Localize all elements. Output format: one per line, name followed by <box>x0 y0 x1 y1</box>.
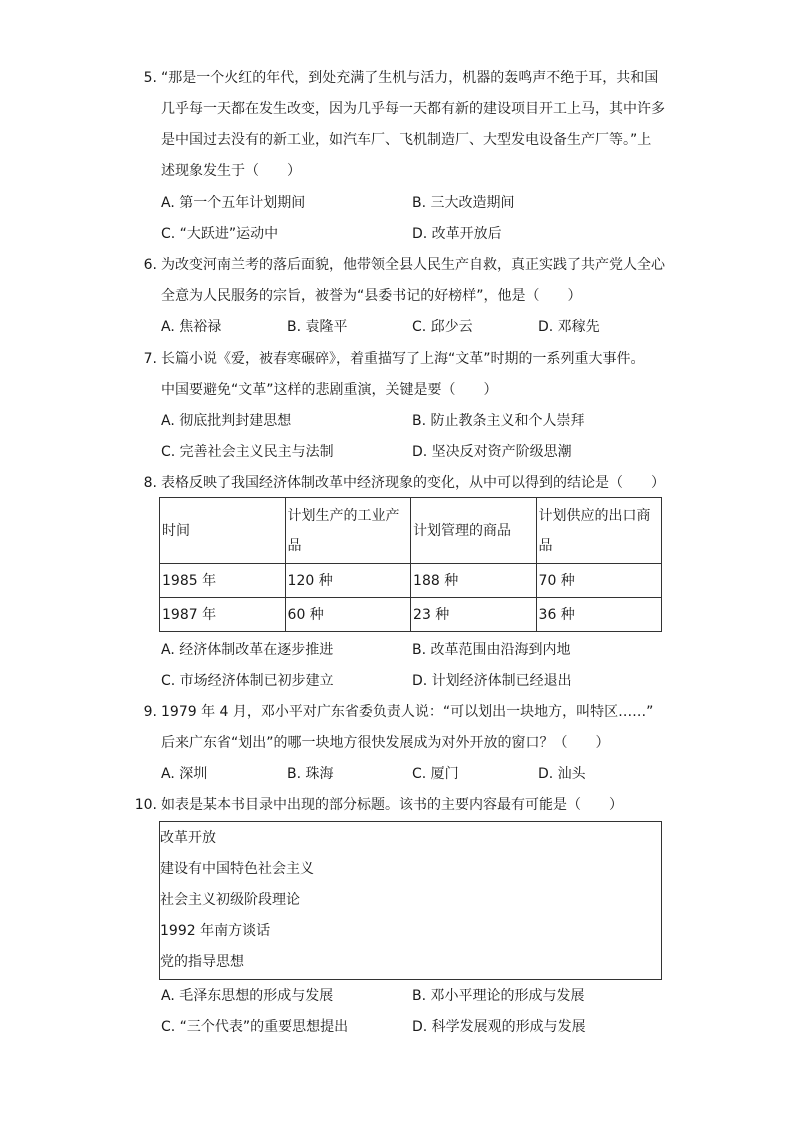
question-number: 9. <box>143 704 157 720</box>
table-header-cell: 计划管理的商品 <box>411 498 537 564</box>
option-d: D. 坚决反对资产阶级思潮 <box>412 444 572 460</box>
question-stem-line: 中国要避免“文革”这样的悲剧重演，关键是要（ ） <box>161 382 498 398</box>
question-stem-line: 为改变河南兰考的落后面貌，他带领全县人民生产自救，真正实践了共产党人全心 <box>161 257 665 273</box>
table-header-cell: 时间 <box>160 498 286 564</box>
table-of-contents-box <box>159 821 662 980</box>
option-a: A. 毛泽东思想的形成与发展 <box>161 988 334 1004</box>
contents-item: 党的指导思想 <box>160 954 244 970</box>
contents-item: 改革开放 <box>160 830 216 846</box>
option-c: C. 完善社会主义民主与法制 <box>161 444 334 460</box>
contents-item: 建设有中国特色社会主义 <box>160 861 314 877</box>
option-d: D. 汕头 <box>538 766 586 782</box>
question-stem-line: 如表是某本书目录中出现的部分标题。该书的主要内容最有可能是（ ） <box>161 797 623 813</box>
option-a: A. 深圳 <box>161 766 208 782</box>
question-number: 6. <box>143 257 157 273</box>
question-stem-line: 几乎每一天都在发生改变，因为几乎每一天都有新的建设项目开工上马，其中许多 <box>161 101 665 117</box>
option-b: B. 珠海 <box>287 766 334 782</box>
table-cell: 188 种 <box>411 564 537 598</box>
option-b: B. 防止教条主义和个人崇拜 <box>412 413 585 429</box>
option-a: A. 彻底批判封建思想 <box>161 413 292 429</box>
data-table <box>159 497 662 632</box>
contents-item: 1992 年南方谈话 <box>160 923 271 939</box>
contents-item: 社会主义初级阶段理论 <box>160 892 300 908</box>
table-cell: 1985 年 <box>160 564 286 598</box>
table-cell: 120 种 <box>285 564 411 598</box>
option-d: D. 计划经济体制已经退出 <box>412 673 572 689</box>
option-c: C. 厦门 <box>412 766 459 782</box>
table-header-cell: 计划生产的工业产 品 <box>285 498 411 564</box>
option-b: B. 改革范围由沿海到内地 <box>412 642 571 658</box>
table-header-row <box>160 498 662 564</box>
question-stem-line: 长篇小说《爱，被春寒碾碎》，着重描写了上海“文革”时期的一系列重大事件。 <box>161 351 645 367</box>
table-cell: 36 种 <box>536 598 661 632</box>
question-stem-line: 全意为人民服务的宗旨，被誉为“县委书记的好榜样”，他是（ ） <box>161 288 582 304</box>
option-b: B. 袁隆平 <box>287 319 348 335</box>
option-c: C. “三个代表”的重要思想提出 <box>161 1019 349 1035</box>
question-stem-line: 述现象发生于（ ） <box>161 163 301 179</box>
option-c: C. 市场经济体制已初步建立 <box>161 673 334 689</box>
question-stem-line: 后来广东省“划出”的哪一块地方很快发展成为对外开放的窗口？（ ） <box>161 735 610 751</box>
table-cell: 1987 年 <box>160 598 286 632</box>
option-c: C. “大跃进”运动中 <box>161 226 279 242</box>
option-d: D. 邓稼先 <box>538 319 600 335</box>
table-cell: 70 种 <box>536 564 661 598</box>
question-stem-line: 是中国过去没有的新工业，如汽车厂、飞机制造厂、大型发电设备生产厂等。”上 <box>161 132 652 148</box>
question-stem-line: “那是一个火红的年代，到处充满了生机与活力，机器的轰鸣声不绝于耳，共和国 <box>161 70 659 86</box>
option-b: B. 邓小平理论的形成与发展 <box>412 988 585 1004</box>
option-a: A. 第一个五年计划期间 <box>161 195 306 211</box>
question-number: 5. <box>143 70 157 86</box>
table-row <box>160 598 662 632</box>
option-d: D. 科学发展观的形成与发展 <box>412 1019 586 1035</box>
table-row <box>160 564 662 598</box>
question-number: 7. <box>143 351 157 367</box>
option-c: C. 邱少云 <box>412 319 473 335</box>
table-cell: 23 种 <box>411 598 537 632</box>
option-b: B. 三大改造期间 <box>412 195 515 211</box>
question-stem-line: 1979 年 4 月，邓小平对广东省委负责人说：“可以划出一块地方，叫特区……” <box>161 704 654 720</box>
option-a: A. 经济体制改革在逐步推进 <box>161 642 334 658</box>
question-number: 8. <box>143 475 157 491</box>
option-d: D. 改革开放后 <box>412 226 502 242</box>
question-stem-line: 表格反映了我国经济体制改革中经济现象的变化，从中可以得到的结论是（ ） <box>161 475 665 491</box>
table-cell: 60 种 <box>285 598 411 632</box>
question-number: 10. <box>134 797 157 813</box>
table-header-cell: 计划供应的出口商 品 <box>536 498 661 564</box>
option-a: A. 焦裕禄 <box>161 319 222 335</box>
